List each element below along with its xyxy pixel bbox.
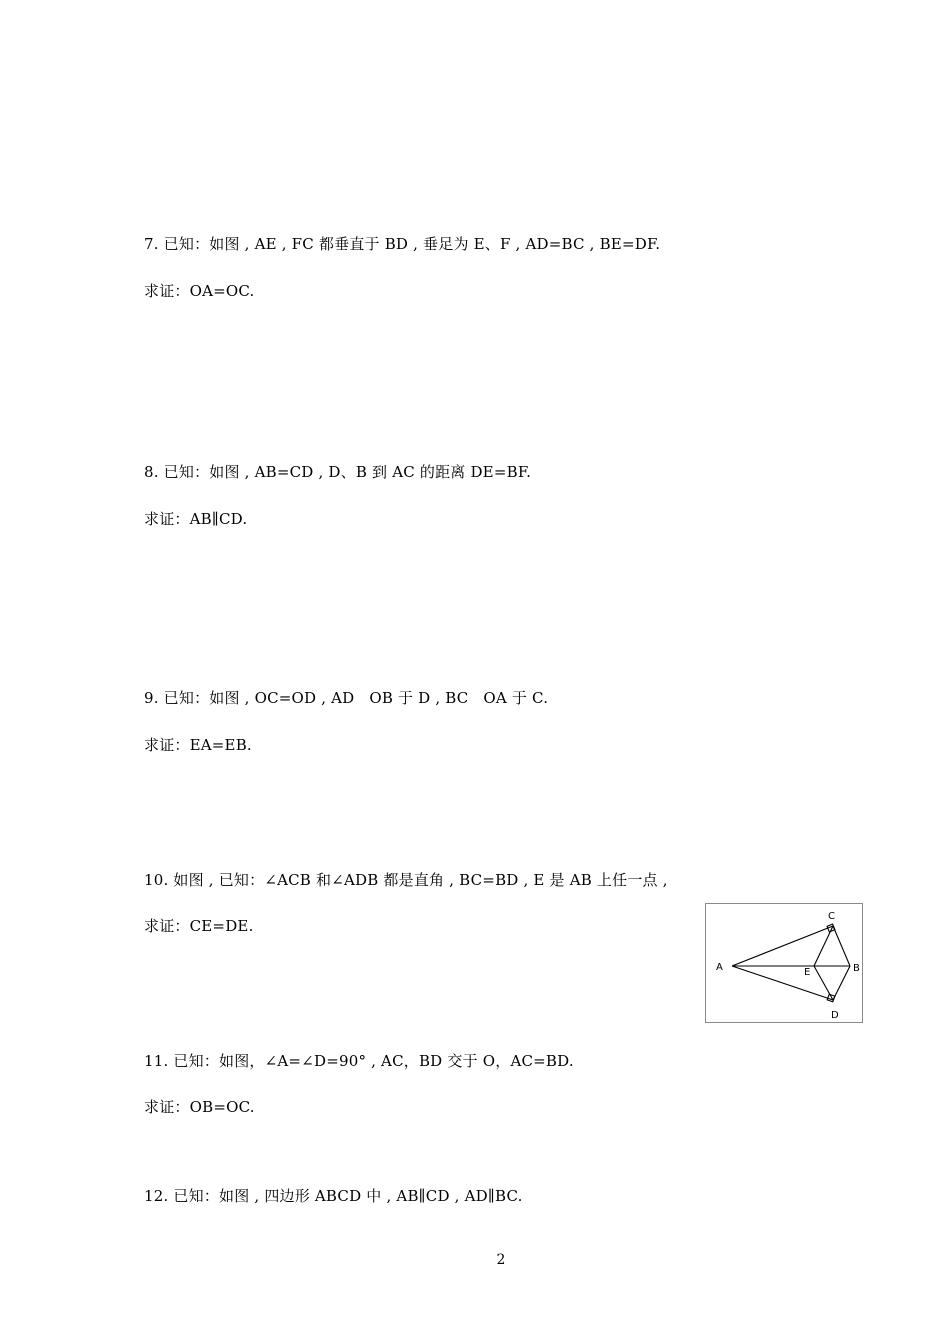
problem-8-given: 8. 已知：如图 , AB=CD , D、B 到 AC 的距离 DE=BF.: [144, 463, 532, 481]
problem-10-prove: 求证：CE=DE.: [144, 917, 254, 935]
segment-ad: [732, 966, 833, 1000]
segment-cb: [833, 926, 850, 966]
problem-11-given: 11. 已知：如图，∠A=∠D=90° , AC，BD 交于 O，AC=BD.: [144, 1052, 574, 1070]
geometry-figure: [705, 903, 863, 1023]
problem-10-given: 10. 如图 , 已知：∠ACB 和∠ADB 都是直角 , BC=BD , E 是 AB 上任一点 ,: [144, 871, 668, 889]
geometry-figure-svg: [706, 904, 864, 1024]
problem-12-given: 12. 已知：如图 , 四边形 ABCD 中 , AB∥CD , AD∥BC.: [144, 1187, 523, 1205]
problem-8-prove: 求证：AB∥CD.: [144, 510, 248, 528]
problem-11-prove: 求证：OB=OC.: [144, 1098, 255, 1116]
segment-db: [833, 966, 850, 1000]
right-angle-marker-d: [827, 994, 835, 1002]
problem-7-given: 7. 已知：如图 , AE , FC 都垂直于 BD , 垂足为 E、F , AD=BC , BE=DF.: [144, 235, 661, 253]
problem-9-given: 9. 已知：如图 , OC=OD , AD OB 于 D , BC OA 于 C.: [144, 689, 549, 707]
segment-ac: [732, 926, 833, 966]
figure-label-e: E: [804, 967, 811, 978]
figure-label-b: B: [853, 963, 860, 974]
problem-9-prove: 求证：EA=EB.: [144, 736, 252, 754]
right-angle-marker-c: [827, 924, 835, 932]
page-number: 2: [496, 1252, 506, 1268]
figure-label-a: A: [716, 962, 723, 973]
figure-label-c: C: [828, 911, 835, 922]
problem-7-prove: 求证：OA=OC.: [144, 282, 255, 300]
figure-label-d: D: [831, 1010, 839, 1021]
